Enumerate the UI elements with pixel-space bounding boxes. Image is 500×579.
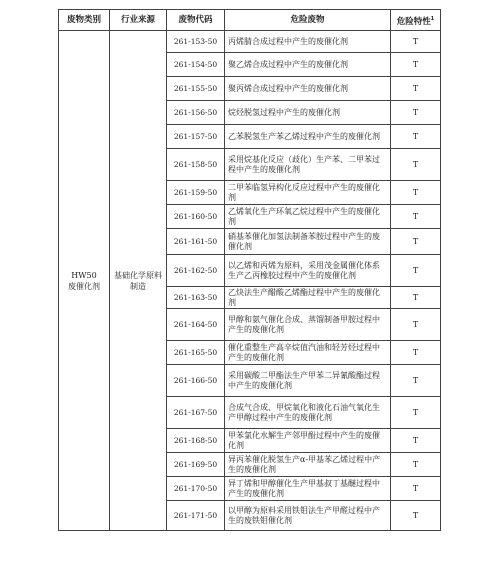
waste-description-cell: 以乙烯和丙烯为原料，采用茂金属催化体系生产乙丙橡胶过程中产生的废催化剂 — [225, 255, 391, 287]
waste-code-cell: 261-169-50 — [167, 453, 225, 477]
hazard-property-cell: T — [391, 181, 441, 205]
hazard-property-cell: T — [391, 341, 441, 365]
waste-description-cell: 乙炔法生产醋酸乙烯酯过程中产生的废催化剂 — [225, 287, 391, 309]
waste-description-cell: 催化重整生产高辛烷值汽油和轻芳烃过程中产生的废催化剂 — [225, 341, 391, 365]
hazard-property-cell: T — [391, 101, 441, 125]
hazard-property-cell: T — [391, 309, 441, 341]
waste-code-cell: 261-155-50 — [167, 77, 225, 101]
hazard-property-cell: T — [391, 205, 441, 229]
header-category: 废物类别 — [59, 10, 110, 31]
waste-code-cell: 261-167-50 — [167, 397, 225, 429]
waste-code-cell: 261-154-50 — [167, 53, 225, 77]
waste-code-cell: 261-164-50 — [167, 309, 225, 341]
waste-description-cell: 乙苯脱氢生产苯乙烯过程中产生的废催化剂 — [225, 125, 391, 149]
waste-code-cell: 261-157-50 — [167, 125, 225, 149]
waste-category-cell — [59, 31, 110, 531]
header-hazard-label: 危险特性 — [396, 16, 431, 27]
waste-description-cell: 以甲醇为原料采用铁钼法生产甲醛过程中产生的废铁钼催化剂 — [225, 501, 391, 531]
waste-description-cell: 甲苯氯化水解生产邻甲酚过程中产生的废催化剂 — [225, 429, 391, 453]
waste-description-cell: 异丙苯催化脱氢生产α-甲基苯乙烯过程中产生的废催化剂 — [225, 453, 391, 477]
waste-description-cell: 烷烃脱氢过程中产生的废催化剂 — [225, 101, 391, 125]
hazard-property-cell: T — [391, 287, 441, 309]
waste-description-cell: 采用碳酸二甲酯法生产甲苯二异氰酸酯过程中产生的废催化剂 — [225, 365, 391, 397]
table-row — [59, 31, 441, 53]
industry-line-2: 制造 — [130, 281, 146, 291]
waste-description-cell: 乙烯氧化生产环氧乙烷过程中产生的废催化剂 — [225, 205, 391, 229]
waste-description-cell: 丙烯腈合成过程中产生的废催化剂 — [225, 31, 391, 53]
hazard-property-cell: T — [391, 31, 441, 53]
industry-source-cell — [110, 31, 167, 531]
hazard-property-cell: T — [391, 365, 441, 397]
waste-code-cell: 261-158-50 — [167, 149, 225, 181]
header-hazard-footnote: 1 — [430, 15, 435, 22]
header-code: 废物代码 — [167, 10, 225, 31]
hazard-property-cell: T — [391, 501, 441, 531]
industry-line-1: 基础化学原料 — [114, 270, 162, 280]
waste-code-cell: 261-156-50 — [167, 101, 225, 125]
hazard-property-cell: T — [391, 397, 441, 429]
waste-code-cell: 261-170-50 — [167, 477, 225, 501]
waste-code-cell: 261-160-50 — [167, 205, 225, 229]
hazard-property-cell: T — [391, 53, 441, 77]
waste-description-cell: 异丁烯和甲醇催化生产甲基叔丁基醚过程中产生的废催化剂 — [225, 477, 391, 501]
table-header-row — [59, 10, 441, 31]
waste-code-cell: 261-166-50 — [167, 365, 225, 397]
category-code: HW50 — [71, 270, 97, 280]
hazard-property-cell: T — [391, 453, 441, 477]
waste-description-cell: 聚丙烯合成过程中产生的废催化剂 — [225, 77, 391, 101]
waste-code-cell: 261-162-50 — [167, 255, 225, 287]
waste-description-cell: 聚乙烯合成过程中产生的废催化剂 — [225, 53, 391, 77]
hazardous-waste-table — [58, 9, 441, 531]
hazard-property-cell: T — [391, 229, 441, 255]
waste-code-cell: 261-163-50 — [167, 287, 225, 309]
hazard-property-cell: T — [391, 77, 441, 101]
hazard-property-cell: T — [391, 255, 441, 287]
waste-code-cell: 261-153-50 — [167, 31, 225, 53]
waste-code-cell: 261-159-50 — [167, 181, 225, 205]
waste-code-cell: 261-165-50 — [167, 341, 225, 365]
waste-code-cell: 261-161-50 — [167, 229, 225, 255]
waste-code-cell: 261-168-50 — [167, 429, 225, 453]
waste-description-cell: 合成气合成、甲烷氧化和液化石油气氧化生产甲醇过程中产生的废催化剂 — [225, 397, 391, 429]
hazard-property-cell: T — [391, 125, 441, 149]
header-industry: 行业来源 — [110, 10, 167, 31]
header-hazard — [391, 10, 441, 31]
hazard-property-cell: T — [391, 149, 441, 181]
waste-description-cell: 甲醇和氨气催化合成、蒸馏制备甲胺过程中产生的废催化剂 — [225, 309, 391, 341]
header-waste: 危险废物 — [225, 10, 391, 31]
waste-description-cell: 二甲苯临氢异构化反应过程中产生的废催化剂 — [225, 181, 391, 205]
waste-code-cell: 261-171-50 — [167, 501, 225, 531]
category-name: 废催化剂 — [68, 281, 100, 291]
hazard-property-cell: T — [391, 429, 441, 453]
hazard-property-cell: T — [391, 477, 441, 501]
waste-description-cell: 采用烷基化反应（歧化）生产苯、二甲苯过程中产生的废催化剂 — [225, 149, 391, 181]
waste-description-cell: 硝基苯催化加氢法制备苯胺过程中产生的废催化剂 — [225, 229, 391, 255]
